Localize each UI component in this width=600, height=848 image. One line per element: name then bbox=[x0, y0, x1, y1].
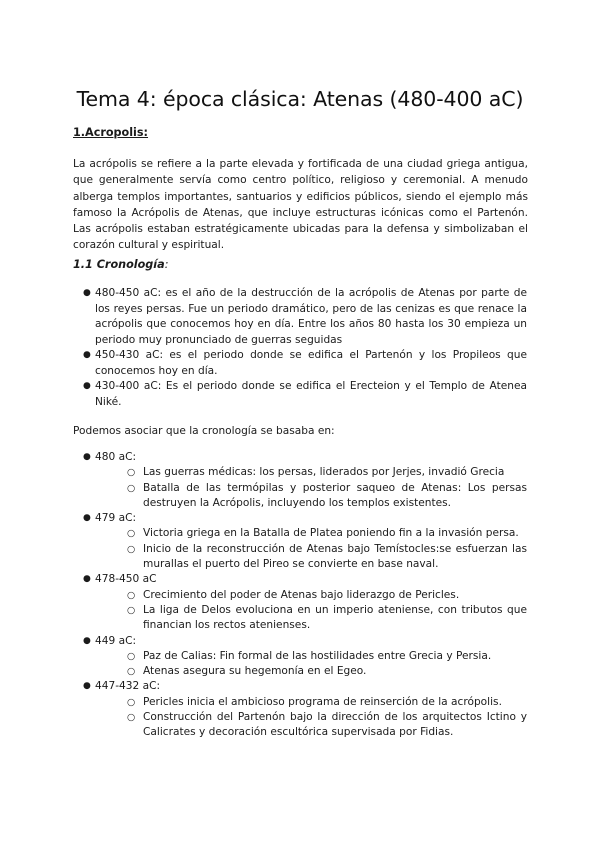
timeline-group bbox=[83, 679, 527, 740]
list-item-text: 450-430 aC: es el periodo donde se edifica el Partenón y los Propileos que conocemos hoy en día. bbox=[95, 349, 527, 377]
timeline-sublist bbox=[127, 526, 527, 572]
circle-bullet-icon: ○ bbox=[127, 650, 136, 662]
list-item-text: Inicio de la reconstrucción de Atenas bajo Temístocles:se esfuerzan las murallas el puerto del Pireo se convierte en base naval. bbox=[143, 542, 527, 571]
circle-bullet-icon: ○ bbox=[127, 604, 136, 616]
list-item-text: Pericles inicia el ambicioso programa de reinserción de la acrópolis. bbox=[143, 695, 502, 708]
bullet-icon: ● bbox=[83, 574, 91, 585]
circle-bullet-icon: ○ bbox=[127, 589, 136, 601]
timeline-group bbox=[83, 450, 527, 511]
list-item-text: 430-400 aC: Es el periodo donde se edifica el Erecteion y el Templo de Atenea Niké. bbox=[95, 380, 527, 408]
circle-bullet-icon: ○ bbox=[127, 543, 136, 555]
bullet-icon: ● bbox=[83, 452, 91, 462]
circle-bullet-icon: ○ bbox=[127, 696, 136, 708]
cronologia-heading-colon: : bbox=[164, 258, 169, 271]
bullet-icon: ● bbox=[83, 513, 91, 524]
list-item bbox=[83, 379, 527, 410]
page-title: Tema 4: época clásica: Atenas (480-400 aC) bbox=[76, 87, 524, 111]
cronologia-list bbox=[83, 286, 527, 410]
circle-bullet-icon: ○ bbox=[127, 482, 136, 494]
list-item bbox=[127, 588, 527, 603]
timeline-group bbox=[83, 572, 527, 633]
bullet-icon: ● bbox=[83, 635, 91, 646]
acropolis-paragraph: La acrópolis se refiere a la parte elevada y fortificada de una ciudad griega antigua, que generalmente servía como centro político, religioso y ceremonial. A menudo alberga templos importantes, santuarios y edificios públicos, siendo el ejemplo más famoso la Acrópolis de Atenas, que incluye estructuras icónicas como el Partenón. Las acrópolis estaban estratégicamente ubicadas para la defensa y simbolizaban el corazón cultural y espiritual. bbox=[73, 158, 528, 252]
list-item bbox=[127, 710, 527, 741]
list-item bbox=[127, 603, 527, 634]
timeline-intro: Podemos asociar que la cronología se basaba en: bbox=[73, 425, 335, 437]
list-item-text: Construcción del Partenón bajo la dirección de los arquitectos Ictino y Calicrates y decoración escultórica supervisada por Fidias. bbox=[143, 711, 527, 739]
section-heading-cronologia bbox=[73, 258, 168, 272]
bullet-icon: ● bbox=[83, 381, 91, 391]
list-item bbox=[127, 465, 527, 480]
timeline-sublist bbox=[127, 649, 527, 680]
timeline-group-label: 479 aC: bbox=[95, 512, 137, 525]
list-item bbox=[83, 286, 527, 348]
list-item bbox=[127, 542, 527, 573]
timeline-sublist bbox=[127, 588, 527, 634]
cronologia-heading-text: 1.1 Cronología bbox=[73, 258, 165, 271]
list-item-text: Crecimiento del poder de Atenas bajo liderazgo de Pericles. bbox=[143, 588, 460, 601]
circle-bullet-icon: ○ bbox=[127, 712, 136, 724]
bullet-icon: ● bbox=[83, 350, 91, 360]
timeline-group-label: 449 aC: bbox=[95, 634, 137, 647]
timeline-sublist bbox=[127, 695, 527, 741]
timeline-sublist bbox=[127, 465, 527, 511]
circle-bullet-icon: ○ bbox=[127, 666, 136, 678]
section-heading-acropolis: 1.Acropolis: bbox=[73, 126, 149, 139]
list-item-text: Atenas asegura su hegemonía en el Egeo. bbox=[143, 665, 367, 678]
list-item-text: Victoria griega en la Batalla de Platea poniendo fin a la invasión persa. bbox=[143, 527, 519, 540]
bullet-icon: ● bbox=[83, 681, 91, 692]
list-item bbox=[127, 695, 527, 710]
timeline-group-label: 480 aC: bbox=[95, 451, 137, 463]
list-item bbox=[127, 649, 527, 664]
bullet-icon: ● bbox=[83, 288, 91, 298]
circle-bullet-icon: ○ bbox=[127, 467, 136, 479]
list-item bbox=[83, 348, 527, 379]
list-item-text: Batalla de las termópilas y posterior saqueo de Atenas: Los persas destruyen la Acrópolis, incluyendo los templos existentes. bbox=[143, 481, 527, 509]
list-item-text: Paz de Calias: Fin formal de las hostilidades entre Grecia y Persia. bbox=[143, 649, 492, 662]
list-item-text: La liga de Delos evoluciona en un imperio ateniense, con tributos que financian los rectos atenienses. bbox=[143, 603, 527, 632]
list-item bbox=[127, 481, 527, 512]
list-item bbox=[127, 664, 527, 679]
list-item-text: Las guerras médicas: los persas, liderados por Jerjes, invadió Grecia bbox=[143, 466, 505, 479]
timeline-group-label: 447-432 aC: bbox=[95, 680, 161, 693]
timeline-group bbox=[83, 634, 527, 680]
timeline-group bbox=[83, 511, 527, 572]
circle-bullet-icon: ○ bbox=[127, 528, 136, 540]
list-item-text: 480-450 aC: es el año de la destrucción de la acrópolis de Atenas por parte de los reyes persas. Fue un periodo dramático, pero de las cenizas es que renace la acrópolis que conocemos hoy en día. Entre los años 80 hasta los 30 empieza un periodo muy pronunciado de guerras seguidas bbox=[95, 287, 527, 346]
timeline-group-label: 478-450 aC bbox=[95, 573, 157, 586]
list-item bbox=[127, 526, 527, 541]
timeline-list bbox=[83, 450, 527, 741]
